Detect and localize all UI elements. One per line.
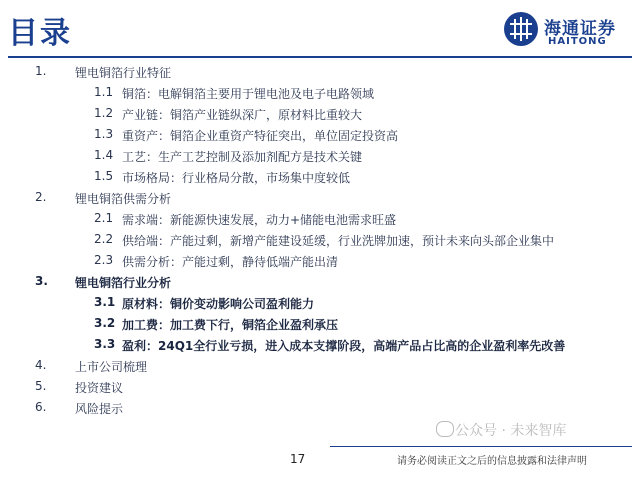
header-divider — [8, 56, 632, 58]
toc-section-number: 1. — [35, 64, 47, 78]
company-logo — [504, 12, 632, 52]
toc-item-number: 3.2 — [94, 316, 116, 330]
toc-item-label: 加工费：加工费下行，铜箔企业盈利承压 — [122, 318, 339, 332]
page-number: 17 — [290, 452, 306, 466]
haitong-emblem-icon — [504, 12, 538, 46]
toc-item-number: 1.1 — [94, 85, 114, 99]
toc-item-number: 1.4 — [94, 148, 114, 162]
toc-section-number: 4. — [35, 358, 47, 372]
toc-item-label: 产业链：铜箔产业链纵深广，原材料比重较大 — [122, 108, 363, 122]
toc-item-number: 1.3 — [94, 127, 114, 141]
toc-item-label: 铜箔：电解铜箔主要用于锂电池及电子电路领域 — [122, 87, 375, 101]
toc-item-label: 工艺：生产工艺控制及添加剂配方是技术关键 — [122, 150, 363, 164]
toc-section-number: 3. — [35, 274, 48, 288]
toc-section-label: 锂电铜箔行业分析 — [75, 276, 172, 290]
toc-item-number: 2.3 — [94, 253, 114, 267]
toc-section-number: 5. — [35, 379, 47, 393]
toc-item-label: 原材料：铜价变动影响公司盈利能力 — [122, 297, 315, 311]
toc-item-number: 1.5 — [94, 169, 114, 183]
toc-section-label: 投资建议 — [75, 381, 124, 395]
toc-item-label: 重资产：铜箔企业重资产特征突出，单位固定投资高 — [122, 129, 399, 143]
toc-item-label: 市场格局：行业格局分散，市场集中度较低 — [122, 171, 351, 185]
toc-item-number: 2.2 — [94, 232, 114, 246]
logo-name-en: HAITONG — [548, 36, 607, 47]
toc-item-number: 3.3 — [94, 337, 116, 351]
toc-section-label: 锂电铜箔行业特征 — [75, 66, 172, 80]
toc-item-label: 盈利：24Q1全行业亏损，进入成本支撑阶段，高端产品占比高的企业盈利率先改善 — [122, 339, 566, 353]
toc-item-number: 1.2 — [94, 106, 114, 120]
page-title: 目录 — [8, 16, 72, 51]
footer-disclaimer: 请务必阅读正文之后的信息披露和法律声明 — [397, 456, 587, 467]
toc-item-number: 3.1 — [94, 295, 116, 309]
logo-name-cn: 海通证券 — [544, 19, 616, 39]
watermark: 公众号 · 未来智库 — [455, 423, 567, 439]
toc-section-label: 上市公司梳理 — [75, 360, 148, 374]
wechat-icon — [436, 421, 454, 437]
toc-section-number: 2. — [35, 190, 47, 204]
toc-item-label: 供给端：产能过剩，新增产能建设延缓，行业洗牌加速，预计未来向头部企业集中 — [122, 234, 555, 248]
toc-item-label: 供需分析：产能过剩，静待低端产能出清 — [122, 255, 339, 269]
footer-divider — [330, 446, 632, 447]
toc-item-number: 2.1 — [94, 211, 114, 225]
toc-item-label: 需求端：新能源快速发展，动力+储能电池需求旺盛 — [122, 213, 397, 227]
toc-section-number: 6. — [35, 400, 47, 414]
toc-section-label: 风险提示 — [75, 402, 124, 416]
toc-section-label: 锂电铜箔供需分析 — [75, 192, 172, 206]
